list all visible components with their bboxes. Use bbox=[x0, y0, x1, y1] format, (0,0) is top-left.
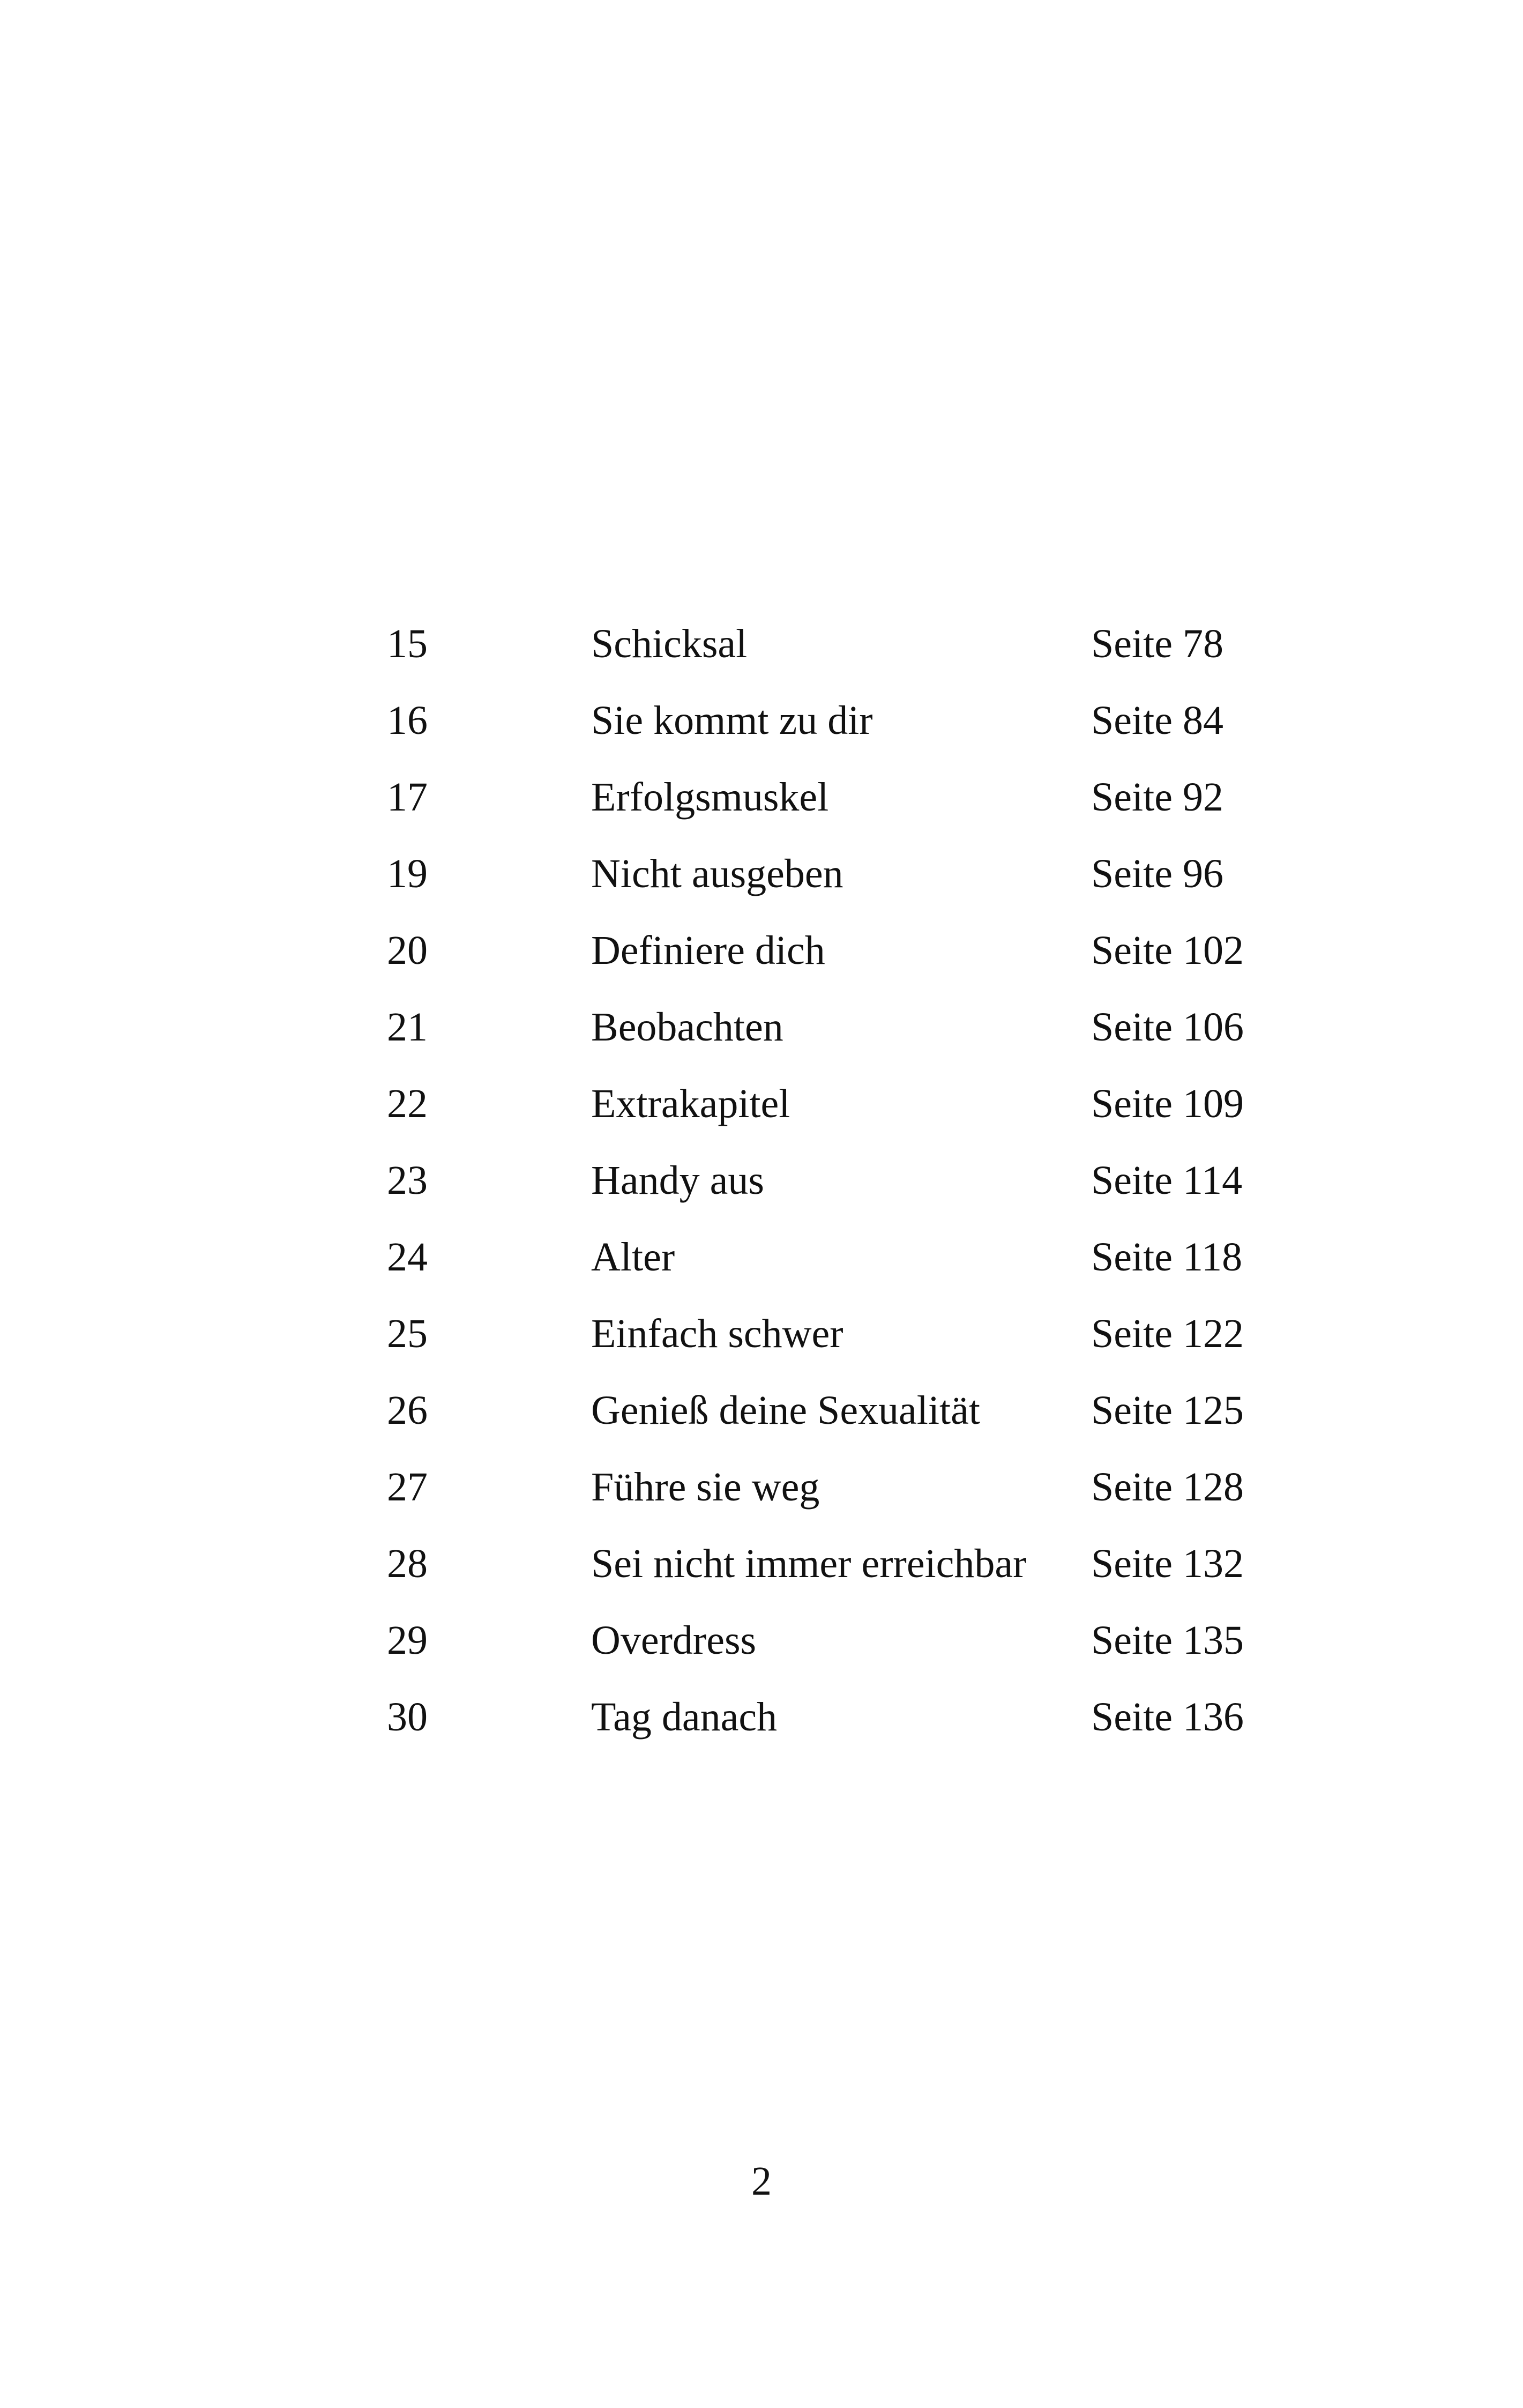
chapter-number: 29 bbox=[387, 1618, 428, 1663]
chapter-number: 27 bbox=[387, 1465, 428, 1510]
chapter-title: Sie kommt zu dir bbox=[591, 698, 873, 743]
chapter-number: 23 bbox=[387, 1158, 428, 1203]
chapter-title: Erfolgsmuskel bbox=[591, 775, 829, 820]
toc-entry bbox=[0, 1066, 1523, 1142]
chapter-title: Handy aus bbox=[591, 1158, 764, 1203]
chapter-title: Definiere dich bbox=[591, 928, 825, 973]
chapter-number: 24 bbox=[387, 1235, 428, 1280]
toc-entry bbox=[0, 1449, 1523, 1526]
toc-entry bbox=[0, 1296, 1523, 1372]
chapter-title: Tag danach bbox=[591, 1694, 778, 1740]
chapter-number: 20 bbox=[387, 928, 428, 973]
chapter-number: 30 bbox=[387, 1694, 428, 1740]
toc-entry bbox=[0, 1526, 1523, 1602]
chapter-page: Seite 132 bbox=[1091, 1541, 1244, 1586]
chapter-number: 15 bbox=[387, 621, 428, 666]
chapter-title: Alter bbox=[591, 1235, 675, 1280]
chapter-page: Seite 118 bbox=[1091, 1235, 1243, 1280]
chapter-page: Seite 109 bbox=[1091, 1081, 1244, 1126]
chapter-page: Seite 102 bbox=[1091, 928, 1244, 973]
chapter-number: 19 bbox=[387, 851, 428, 896]
chapter-title: Führe sie weg bbox=[591, 1465, 820, 1510]
chapter-page: Seite 135 bbox=[1091, 1618, 1244, 1663]
chapter-title: Genieß deine Sexualität bbox=[591, 1388, 980, 1433]
chapter-page: Seite 84 bbox=[1091, 698, 1223, 743]
chapter-title: Sei nicht immer erreichbar bbox=[591, 1541, 1027, 1586]
toc-entry bbox=[0, 912, 1523, 989]
chapter-title: Einfach schwer bbox=[591, 1311, 843, 1356]
chapter-page: Seite 92 bbox=[1091, 775, 1223, 820]
chapter-title: Nicht ausgeben bbox=[591, 851, 843, 896]
toc-entry bbox=[0, 1372, 1523, 1449]
chapter-page: Seite 114 bbox=[1091, 1158, 1243, 1203]
chapter-number: 16 bbox=[387, 698, 428, 743]
toc-entry bbox=[0, 1219, 1523, 1296]
chapter-page: Seite 136 bbox=[1091, 1694, 1244, 1740]
chapter-number: 17 bbox=[387, 775, 428, 820]
chapter-page: Seite 106 bbox=[1091, 1005, 1244, 1050]
chapter-page: Seite 96 bbox=[1091, 851, 1223, 896]
table-of-contents bbox=[0, 606, 1523, 1756]
toc-entry bbox=[0, 989, 1523, 1066]
chapter-page: Seite 128 bbox=[1091, 1465, 1244, 1510]
chapter-number: 22 bbox=[387, 1081, 428, 1126]
toc-entry bbox=[0, 836, 1523, 912]
toc-entry bbox=[0, 606, 1523, 682]
chapter-number: 26 bbox=[387, 1388, 428, 1433]
chapter-title: Beobachten bbox=[591, 1005, 783, 1050]
chapter-number: 21 bbox=[387, 1005, 428, 1050]
toc-entry bbox=[0, 759, 1523, 836]
toc-entry bbox=[0, 1679, 1523, 1756]
chapter-page: Seite 78 bbox=[1091, 621, 1223, 666]
toc-entry bbox=[0, 1142, 1523, 1219]
page-number: 2 bbox=[751, 2159, 772, 2204]
chapter-page: Seite 122 bbox=[1091, 1311, 1244, 1356]
chapter-number: 28 bbox=[387, 1541, 428, 1586]
chapter-title: Extrakapitel bbox=[591, 1081, 790, 1126]
chapter-title: Overdress bbox=[591, 1618, 757, 1663]
chapter-page: Seite 125 bbox=[1091, 1388, 1244, 1433]
chapter-title: Schicksal bbox=[591, 621, 748, 666]
toc-entry bbox=[0, 682, 1523, 759]
toc-entry bbox=[0, 1602, 1523, 1679]
chapter-number: 25 bbox=[387, 1311, 428, 1356]
